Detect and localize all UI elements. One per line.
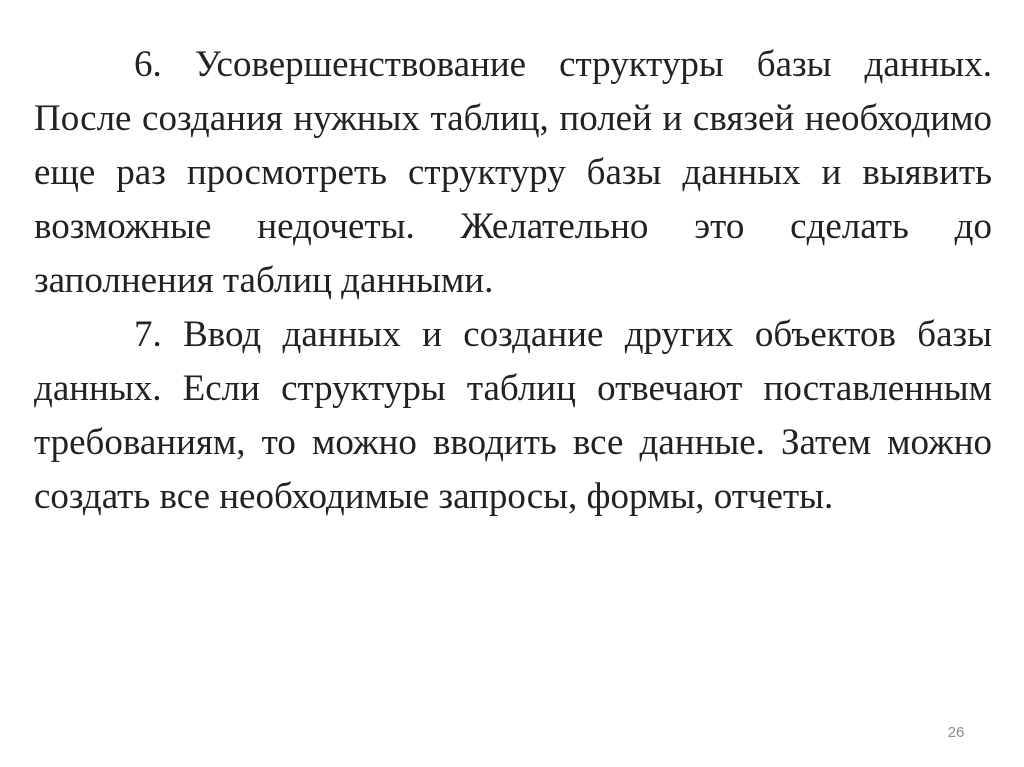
page-number: 26 [947, 724, 965, 741]
paragraph-step-7: 7. Ввод данных и создание других объектов базы данных. Если структуры таблиц отвечают поставленным требованиям, то можно вводить все данные. Затем можно создать все необходимые запросы, формы, отчеты. [34, 314, 992, 517]
paragraph-step-6: 6. Усовершенствование структуры базы данных. После создания нужных таблиц, полей и связей необходимо еще раз просмотреть структуру базы данных и выявить возможные недочеты. Желательно это сделать до заполнения таблиц данными. [34, 44, 992, 301]
slide-body [34, 38, 992, 524]
